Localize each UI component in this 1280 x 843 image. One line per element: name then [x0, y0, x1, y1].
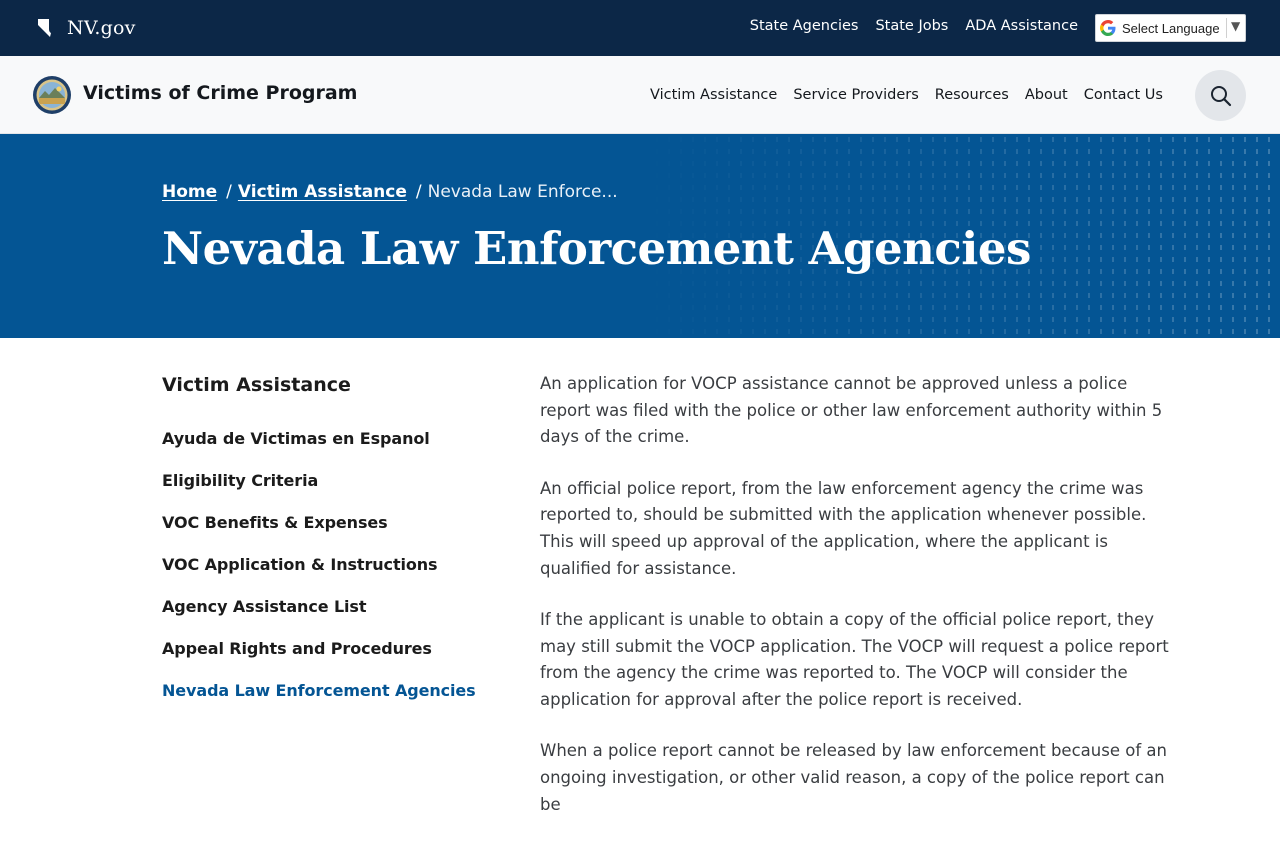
- language-divider: [1226, 18, 1227, 38]
- state-jobs-link[interactable]: State Jobs: [875, 18, 949, 34]
- nav-resources[interactable]: Resources: [934, 87, 1009, 103]
- page-title: Nevada Law Enforcement Agencies: [162, 222, 1031, 275]
- side-nav-title: Victim Assistance: [162, 374, 351, 396]
- side-nav-item: [162, 681, 492, 723]
- site-header: [0, 56, 1280, 134]
- hero-banner: [0, 134, 1280, 338]
- breadcrumb: [162, 182, 618, 202]
- main-content: [540, 371, 1180, 843]
- content-paragraph: When a police report cannot be released by law enforcement because of an ongoing investigation, or other valid reason, a copy of the police report can be: [540, 741, 1167, 814]
- language-label: Select Language: [1122, 20, 1220, 36]
- side-nav-item: [162, 555, 492, 597]
- side-nav-item: [162, 513, 492, 555]
- side-nav-item: [162, 429, 492, 471]
- nevada-seal-icon[interactable]: [33, 76, 71, 114]
- utility-bar: [0, 0, 1280, 56]
- side-nav-link-benefits[interactable]: VOC Benefits & Expenses: [162, 513, 388, 532]
- language-select[interactable]: [1095, 14, 1246, 42]
- side-nav-item: [162, 597, 492, 639]
- nav-about[interactable]: About: [1024, 87, 1068, 103]
- breadcrumb-separator: /: [226, 182, 232, 202]
- side-nav-list: [162, 429, 492, 723]
- breadcrumb-separator: /: [415, 182, 422, 202]
- content-paragraph: If the applicant is unable to obtain a copy of the official police report, they may still submit the VOCP application. The VOCP will request a police report from the agency the crime was reported to. The VOCP will consider the application for approval after the police report is received.: [540, 609, 1169, 710]
- nvgov-label: NV.gov: [67, 17, 136, 39]
- nevada-state-icon: [38, 19, 52, 37]
- search-button[interactable]: [1195, 70, 1246, 121]
- nav-service-providers[interactable]: Service Providers: [793, 87, 919, 103]
- side-nav-link-eligibility[interactable]: Eligibility Criteria: [162, 471, 319, 490]
- site-title[interactable]: Victims of Crime Program: [83, 82, 358, 104]
- content-paragraph: An application for VOCP assistance cannot be approved unless a police report was filed with the police or other law enforcement authority within 5 days of the crime.: [540, 374, 1163, 447]
- side-nav-item: [162, 471, 492, 513]
- caret-down-icon: ▼: [1231, 19, 1241, 33]
- nav-victim-assistance[interactable]: Victim Assistance: [650, 87, 778, 103]
- side-nav-link-appeal-rights[interactable]: Appeal Rights and Procedures: [162, 639, 432, 658]
- side-nav-link-agency-list[interactable]: Agency Assistance List: [162, 597, 367, 616]
- side-nav-link-ayuda[interactable]: Ayuda de Victimas en Espanol: [162, 429, 430, 448]
- side-nav-link-law-enforcement[interactable]: Nevada Law Enforcement Agencies: [162, 681, 476, 700]
- google-icon: [1100, 20, 1116, 36]
- search-icon: [1210, 85, 1232, 107]
- breadcrumb-victim-assistance[interactable]: Victim Assistance: [237, 182, 407, 202]
- breadcrumb-current: Nevada Law Enforce...: [427, 182, 618, 202]
- content-paragraph: An official police report, from the law enforcement agency the crime was reported to, should be submitted with the application whenever possible. This will speed up approval of the application, where the applicant is qualified for assistance.: [540, 478, 1147, 578]
- side-nav-item: [162, 639, 492, 681]
- nvgov-link[interactable]: [38, 15, 136, 41]
- breadcrumb-home[interactable]: Home: [162, 182, 218, 202]
- side-nav-link-application[interactable]: VOC Application & Instructions: [162, 555, 438, 574]
- main-nav: [650, 87, 1163, 103]
- side-nav: [162, 374, 492, 723]
- ada-assistance-link[interactable]: ADA Assistance: [965, 18, 1078, 34]
- nav-contact-us[interactable]: Contact Us: [1083, 87, 1163, 103]
- state-agencies-link[interactable]: State Agencies: [749, 18, 859, 34]
- utility-links: [750, 18, 1078, 34]
